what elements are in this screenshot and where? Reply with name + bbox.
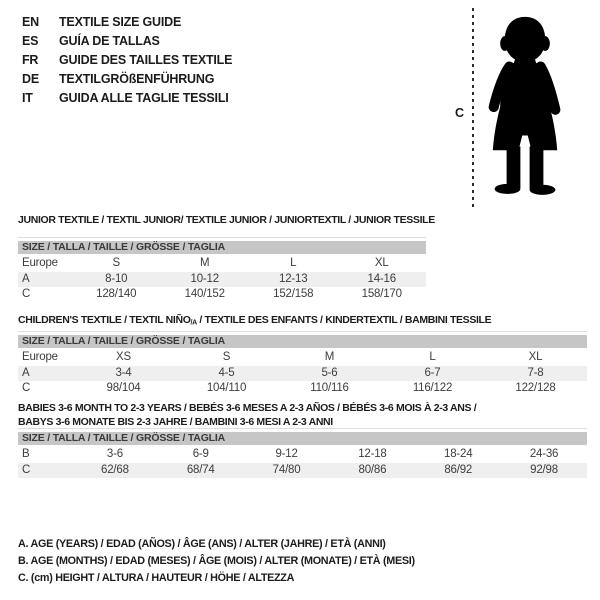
table-cell: 92/98 bbox=[530, 463, 558, 476]
language-row bbox=[22, 13, 232, 32]
language-label: TEXTILE SIZE GUIDE bbox=[59, 15, 182, 29]
table-cell: M bbox=[200, 257, 210, 269]
table-cell: 12-18 bbox=[358, 448, 387, 460]
language-code: FR bbox=[22, 53, 39, 67]
language-row bbox=[22, 89, 232, 108]
table-row bbox=[18, 350, 587, 366]
height-dotted-line bbox=[472, 8, 474, 208]
row-label: C bbox=[22, 288, 31, 300]
table-cell: 6-7 bbox=[424, 366, 441, 379]
table-cell: L bbox=[429, 351, 436, 363]
footnote-c: C. (cm) HEIGHT / ALTURA / HAUTEUR / HÖHE / ALTEZZA bbox=[18, 572, 295, 584]
table-title-text: CHILDREN'S TEXTILE / TEXTIL NIÑO bbox=[18, 314, 191, 326]
table-cell: 3-4 bbox=[115, 366, 132, 379]
table-cell: 98/104 bbox=[106, 382, 141, 394]
table-row bbox=[18, 272, 426, 288]
footnotes bbox=[18, 536, 415, 587]
baby-silhouette-icon bbox=[479, 9, 571, 205]
table-row bbox=[18, 447, 587, 463]
language-code: IT bbox=[22, 91, 33, 105]
table-cell: 110/116 bbox=[310, 382, 349, 394]
table-row bbox=[18, 463, 587, 479]
table-row bbox=[18, 366, 587, 382]
table-title-text: / TEXTILE DES ENFANTS / KINDERTEXTIL / BAMBINI TESSILE bbox=[196, 314, 492, 326]
table-cell: L bbox=[290, 257, 297, 269]
table-cell: 128/140 bbox=[96, 288, 137, 300]
table-cell: 158/170 bbox=[361, 288, 402, 300]
table-title-subscript: /A bbox=[190, 319, 197, 327]
size-header-bar: SIZE / TALLA / TAILLE / GRÖSSE / TAGLIA bbox=[18, 241, 426, 254]
table-cell: 152/158 bbox=[273, 288, 314, 300]
row-label: C bbox=[22, 382, 31, 394]
table-cell: 6-9 bbox=[192, 448, 209, 460]
table-cell: 116/122 bbox=[412, 382, 453, 394]
size-table-children bbox=[18, 331, 587, 397]
language-list bbox=[22, 13, 232, 108]
table-cell: 74/80 bbox=[272, 463, 301, 476]
row-label: Europe bbox=[22, 257, 58, 269]
language-label: GUÍA DE TALLAS bbox=[59, 34, 160, 48]
table-cell: M bbox=[324, 351, 335, 363]
table-cell: 86/92 bbox=[444, 463, 473, 476]
language-label: GUIDA ALLE TAGLIE TESSILI bbox=[59, 91, 229, 105]
table-title-line: BABYS 3-6 MONATE BIS 2-3 JAHRE / BAMBINI 3-6 MESI A 2-3 ANNI bbox=[18, 415, 333, 428]
size-table-junior bbox=[18, 237, 426, 303]
size-header-bar: SIZE / TALLA / TAILLE / GRÖSSE / TAGLIA bbox=[18, 335, 587, 348]
table-cell: 68/74 bbox=[186, 463, 215, 476]
table-row bbox=[18, 256, 426, 272]
table-cell: 62/68 bbox=[101, 463, 129, 476]
footnote-a: A. AGE (YEARS) / EDAD (AÑOS) / ÂGE (ANS) / ALTER (JAHRE) / ETÀ (ANNI) bbox=[18, 538, 386, 550]
language-code: DE bbox=[22, 72, 39, 86]
table-cell: 12-13 bbox=[279, 272, 308, 285]
row-label: B bbox=[22, 448, 30, 460]
table-cell: 14-16 bbox=[367, 272, 396, 285]
table-cell: 122/128 bbox=[515, 382, 556, 394]
table-title-line: BABIES 3-6 MONTH TO 2-3 YEARS / BEBÉS 3-6 MESES A 2-3 AÑOS / BÉBÉS 3-6 MOIS À 2-3 ANS / bbox=[18, 402, 477, 414]
height-measure-label: C bbox=[455, 106, 465, 120]
row-label: Europe bbox=[22, 351, 58, 363]
table-cell: 9-12 bbox=[275, 448, 298, 460]
table-title-children bbox=[18, 314, 491, 330]
table-row bbox=[18, 381, 587, 397]
table-cell: 24-36 bbox=[529, 448, 559, 460]
table-title-babies bbox=[18, 402, 476, 429]
table-row bbox=[18, 287, 426, 303]
language-label: TEXTILGRÖßENFÜHRUNG bbox=[59, 72, 215, 86]
table-cell: 80/86 bbox=[358, 463, 387, 476]
language-row bbox=[22, 51, 232, 70]
table-title-junior bbox=[18, 214, 435, 228]
size-header-bar: SIZE / TALLA / TAILLE / GRÖSSE / TAGLIA bbox=[18, 432, 587, 445]
language-label: GUIDE DES TAILLES TEXTILE bbox=[59, 53, 233, 67]
table-cell: 7-8 bbox=[527, 366, 544, 379]
table-cell: S bbox=[112, 257, 120, 269]
table-cell: 5-6 bbox=[321, 366, 338, 379]
row-label: A bbox=[22, 272, 30, 285]
language-code: EN bbox=[22, 15, 39, 29]
table-cell: 104/110 bbox=[206, 382, 247, 394]
table-cell: 8-10 bbox=[105, 272, 128, 285]
table-cell: 140/152 bbox=[184, 288, 225, 300]
table-cell: XS bbox=[116, 351, 131, 363]
size-table-babies bbox=[18, 428, 587, 478]
table-cell: S bbox=[222, 351, 231, 363]
language-row bbox=[22, 32, 232, 51]
table-cell: XL bbox=[374, 257, 389, 269]
language-code: ES bbox=[22, 34, 39, 48]
table-cell: 18-24 bbox=[444, 448, 473, 460]
table-cell: 4-5 bbox=[218, 366, 235, 379]
table-title-text: JUNIOR TEXTILE / TEXTIL JUNIOR/ TEXTILE JUNIOR / JUNIORTEXTIL / JUNIOR TESSILE bbox=[18, 214, 435, 226]
table-cell: XL bbox=[528, 351, 543, 363]
table-cell: 10-12 bbox=[190, 272, 219, 285]
row-label: A bbox=[22, 366, 30, 379]
footnote-b: B. AGE (MONTHS) / EDAD (MESES) / ÂGE (MOIS) / ALTER (MONATE) / ETÀ (MESI) bbox=[18, 555, 415, 567]
row-label: C bbox=[22, 463, 31, 476]
language-row bbox=[22, 70, 232, 89]
table-cell: 3-6 bbox=[106, 448, 123, 460]
